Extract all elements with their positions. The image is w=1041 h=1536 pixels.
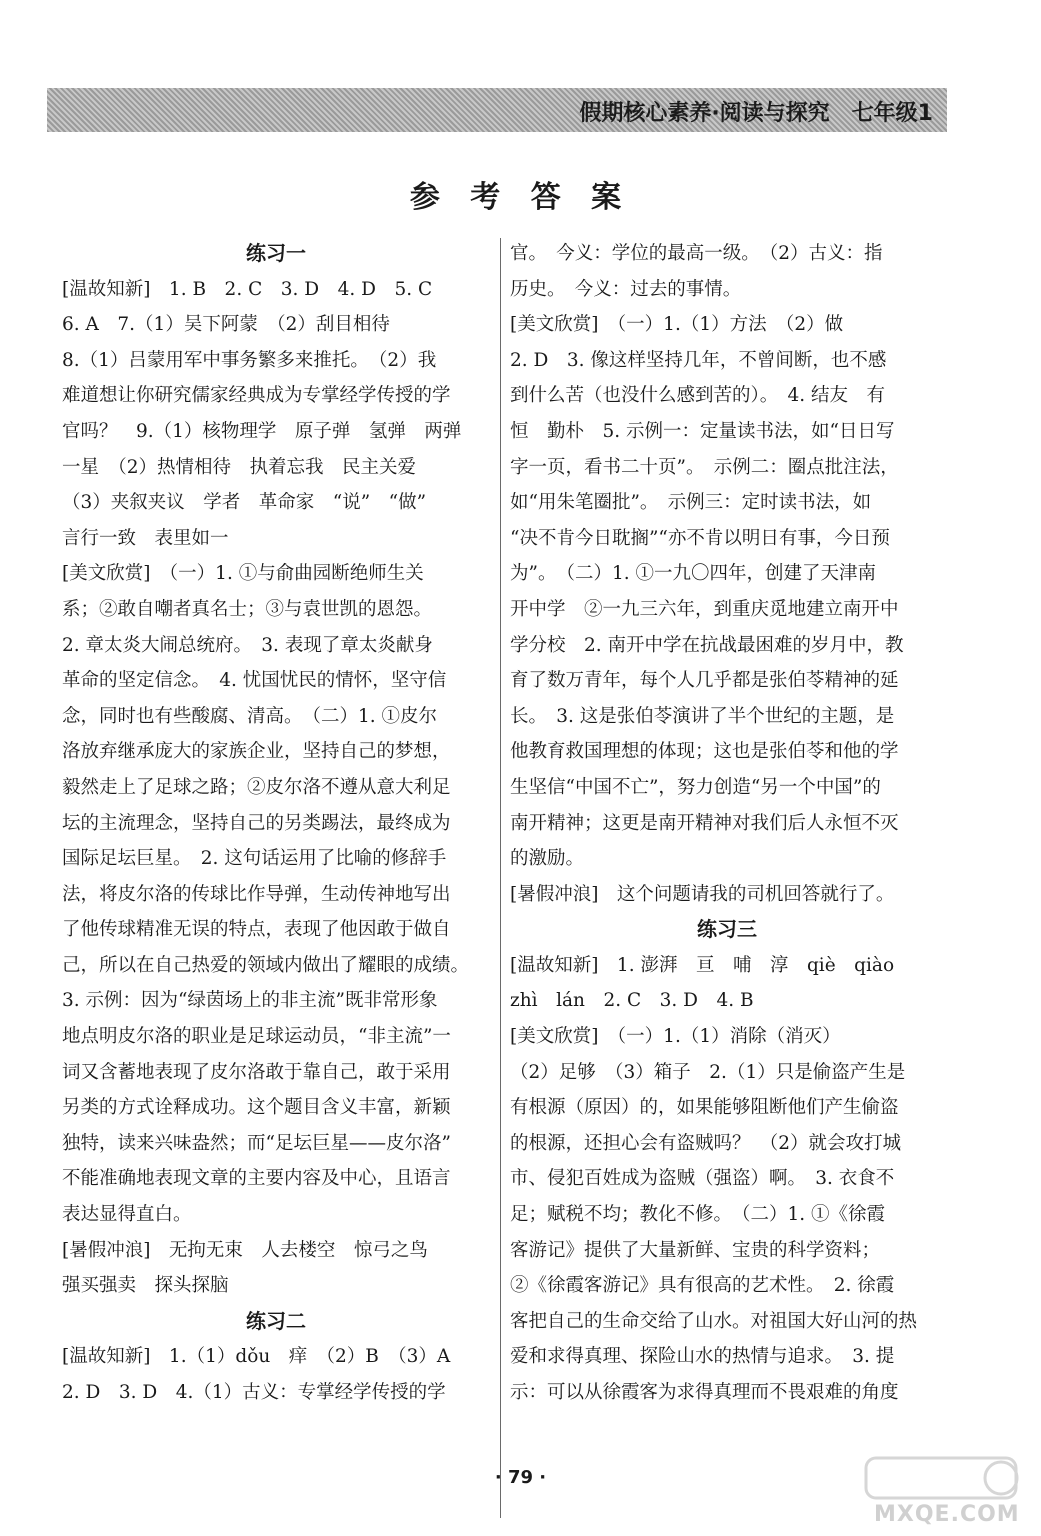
left-text-line: 强买强卖 探头探脑 — [62, 1275, 229, 1297]
page-number: · 79 · — [494, 1467, 547, 1488]
left-text-line: 洛放弃继承庞大的家族企业，坚持自己的梦想， — [62, 741, 451, 763]
left-text-line: 独特，读来兴味盎然；而“足坛巨星——皮尔洛” — [62, 1132, 451, 1154]
left-text-line: 官吗？ 9.（1）核物理学 原子弹 氢弹 两弹 — [62, 420, 462, 442]
right-text-line: 开中学 ②一九三六年，到重庆觅地建立南开中 — [510, 598, 899, 620]
right-text-line: 学分校 2. 南开中学在抗战最困难的岁月中，教 — [510, 634, 904, 656]
right-text-line: 育了数万青年，每个人几乎都是张伯苓精神的延 — [510, 670, 899, 692]
column-divider — [500, 238, 501, 1518]
header-band — [47, 88, 947, 132]
left-section-title: 练习一 — [246, 241, 306, 265]
right-text-line: zhì lán 2. C 3. D 4. B — [510, 990, 754, 1012]
page-title: 参 考 答 案 — [409, 180, 632, 215]
left-text-line: 2. 章太炎大闹总统府。 3. 表现了章太炎献身 — [62, 634, 433, 656]
right-text-line: 的根源，还担心会有盗贼吗？ （2）就会攻打城 — [510, 1132, 902, 1154]
right-text-line: [暑假冲浪] 这个问题请我的司机回答就行了。 — [510, 883, 895, 905]
right-text-line: 字一页，看书二十页”。 示例二：圈点批注法， — [510, 456, 899, 478]
left-text-line: 言行一致 表里如一 — [62, 527, 229, 549]
right-section-title: 练习三 — [697, 917, 757, 942]
left-text-line: 表达显得直白。 — [62, 1204, 192, 1226]
right-text-line: 市、侵犯百姓成为盗贼（强盗）啊。 3. 衣食不 — [510, 1168, 895, 1190]
right-text-line: ②《徐霞客游记》具有很高的艺术性。 2. 徐霞 — [510, 1275, 895, 1297]
right-text-line: 长。 3. 这是张伯苓演讲了半个世纪的主题，是 — [510, 705, 895, 727]
left-text-line: （3）夹叙夹议 学者 革命家 “说” “做” — [62, 492, 427, 514]
left-text-line: 坛的主流理念，坚持自己的另类踢法，最终成为 — [62, 812, 451, 834]
left-text-line: 法，将皮尔洛的传球比作导弹，生动传神地写出 — [62, 883, 451, 905]
right-text-line: 客游记》提供了大量新鲜、宝贵的科学资料； — [510, 1239, 881, 1261]
right-text-line: 如“用朱笔圈批”。 示例三：定时读书法，如 — [510, 492, 872, 514]
right-text-line: 示：可以从徐霞客为求得真理而不畏艰难的角度 — [510, 1382, 899, 1403]
left-text-line: 另类的方式诠释成功。这个题目含义丰富，新颖 — [62, 1097, 451, 1119]
right-text-line: [美文欣赏] （一）1.（1）方法 （2）做 — [510, 314, 844, 336]
right-text-line: （2）足够 （3）箱子 2.（1）只是偷盗产生是 — [510, 1061, 906, 1083]
right-text-line: “决不肯今日耽搁”“亦不肯以明日有事，今日预 — [510, 527, 890, 549]
left-text-line: 2. D 3. D 4.（1）古义：专掌经学传授的学 — [62, 1382, 446, 1403]
right-text-line: 历史。 今义：过去的事情。 — [510, 278, 742, 300]
watermark-logo — [836, 1452, 1036, 1532]
right-text-line: 南开精神；这更是南开精神对我们后人永恒不灭 — [510, 812, 899, 834]
right-text-line: 有根源（原因）的，如果能够阻断他们产生偷盗 — [510, 1097, 899, 1119]
right-text-line: [美文欣赏] （一）1.（1）消除（消灭） — [510, 1026, 841, 1048]
watermark-text: MXQE.COM — [874, 1502, 1020, 1527]
right-text-line: 生坚信“中国不亡”，努力创造“另一个中国”的 — [510, 776, 881, 798]
left-text-line: 6. A 7.（1）吴下阿蒙 （2）刮目相待 — [62, 314, 390, 336]
left-text-line: 念，同时也有些酸腐、清高。 （二）1. ①皮尔 — [62, 705, 438, 727]
right-text-line: 为”。 （二）1. ①一九〇四年，创建了天津南 — [510, 563, 876, 585]
left-text-line: 难道想让你研究儒家经典成为专掌经学传授的学 — [62, 385, 451, 407]
left-text-line: 国际足坛巨星。 2. 这句话运用了比喻的修辞手 — [62, 848, 447, 870]
left-text-line: 一星 （2）热情相待 执着忘我 民主关爱 — [62, 456, 417, 478]
right-text-line: 官。 今义：学位的最高一级。 （2）古义：指 — [510, 243, 883, 264]
left-text-line: 毅然走上了足球之路；②皮尔洛不遵从意大利足 — [62, 776, 451, 798]
left-text-line: 革命的坚定信念。 4. 忧国忧民的情怀，坚守信 — [62, 670, 447, 692]
left-text-line: 词又含蓄地表现了皮尔洛敢于靠自己，敢于采用 — [62, 1061, 451, 1083]
left-text-line: 8.（1）吕蒙用军中事务繁多来推托。 （2）我 — [62, 349, 437, 371]
left-text-line: 地点明皮尔洛的职业是足球运动员，“非主流”一 — [62, 1026, 451, 1048]
left-text-line: 3. 示例：因为“绿茵场上的非主流”既非常形象 — [62, 990, 438, 1012]
left-text-line: 了他传球精准无误的特点，表现了他因敢于做自 — [62, 919, 451, 941]
left-column — [62, 236, 490, 1411]
right-text-line: 爱和求得真理、探险山水的热情与追求。 3. 提 — [510, 1346, 895, 1368]
right-text-line: 的激励。 — [510, 848, 585, 870]
left-section-title: 练习二 — [246, 1308, 306, 1333]
left-text-line: [美文欣赏] （一）1. ①与俞曲园断绝师生关 — [62, 563, 424, 585]
header-title: 假期核心素养·阅读与探究 七年级1 — [579, 101, 933, 126]
left-text-line: 不能准确地表现文章的主要内容及中心，且语言 — [62, 1168, 451, 1190]
left-text-line: 系；②敢自嘲者真名士；③与袁世凯的恩怨。 — [62, 598, 433, 620]
right-text-line: 恒 勤朴 5. 示例一：定量读书法，如“日日写 — [510, 420, 895, 442]
right-text-line: 足；赋税不均；教化不修。 （二）1. ①《徐霞 — [510, 1204, 886, 1226]
right-text-line: [温故知新] 1. 澎湃 亘 哺 淳 qiè qiào — [510, 954, 895, 976]
right-text-line: 客把自己的生命交给了山水。对祖国大好山河的热 — [510, 1310, 918, 1332]
left-text-line: 己，所以在自己热爱的领域内做出了耀眼的成绩。 — [62, 954, 470, 976]
left-text-line: [暑假冲浪] 无拘无束 人去楼空 惊弓之鸟 — [62, 1239, 428, 1261]
right-column — [510, 236, 944, 1411]
right-text-line: 他教育救国理想的体现；这也是张伯苓和他的学 — [510, 741, 899, 763]
left-text-line: [温故知新] 1. B 2. C 3. D 4. D 5. C — [62, 278, 433, 300]
right-text-line: 2. D 3. 像这样坚持几年，不曾间断，也不感 — [510, 349, 887, 371]
right-text-line: 到什么苦（也没什么感到苦的）。 4. 结友 有 — [510, 385, 886, 407]
left-text-line: [温故知新] 1.（1）dǒu 痒 （2）B （3）A — [62, 1346, 451, 1368]
